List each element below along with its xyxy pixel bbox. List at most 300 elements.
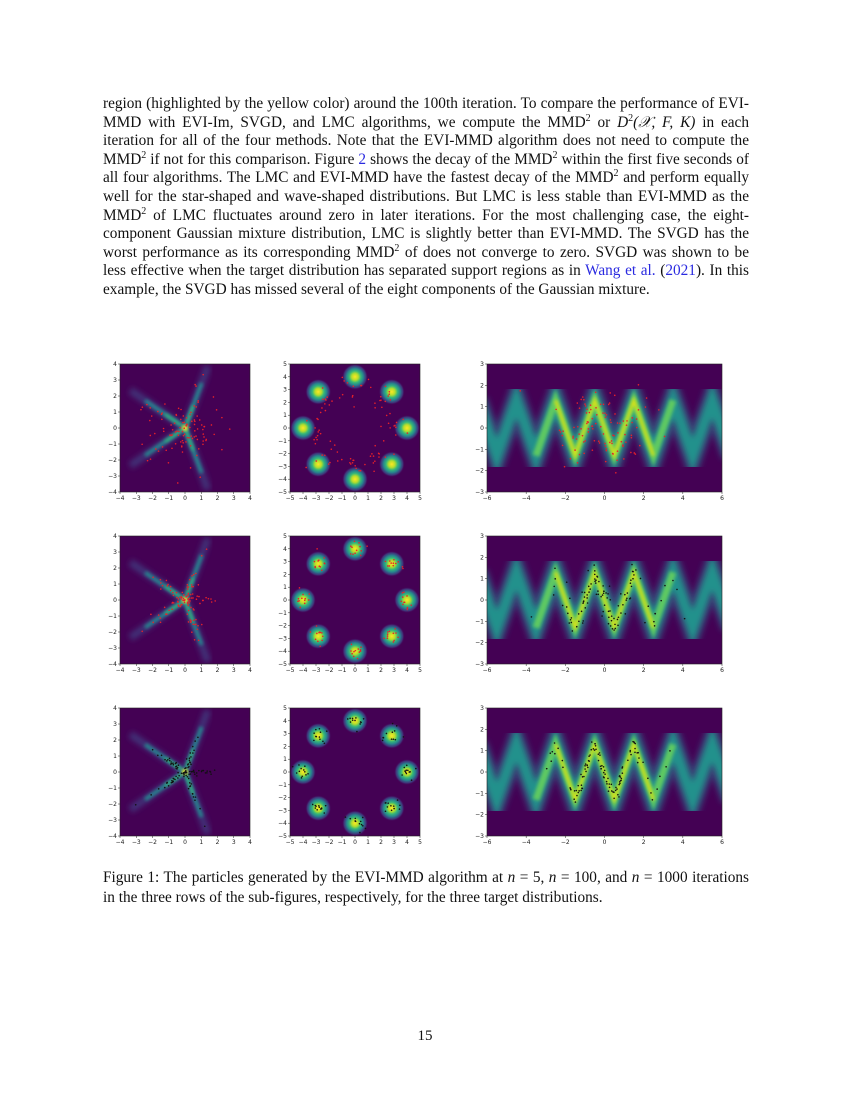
x-tick-label: −4 — [298, 495, 308, 502]
particle — [594, 580, 596, 582]
particle — [189, 757, 191, 759]
particle — [194, 624, 196, 626]
particle — [554, 578, 556, 580]
particle — [611, 440, 613, 442]
particle — [622, 772, 624, 774]
particle — [170, 763, 172, 765]
particle — [389, 560, 391, 562]
x-tick-label: 4 — [680, 839, 685, 846]
particle — [672, 580, 674, 582]
particle — [187, 763, 189, 765]
y-tick-label: 4 — [283, 373, 287, 381]
y-tick-label: 0 — [283, 769, 287, 776]
particle — [577, 785, 579, 787]
particle — [308, 599, 310, 601]
particle — [329, 462, 331, 464]
particle — [182, 442, 184, 444]
particle — [183, 427, 185, 429]
particle — [365, 828, 367, 830]
x-tick-label: 4 — [405, 495, 409, 502]
particle — [187, 588, 189, 590]
text-segment: Figure 1: The particles generated by the EVI-MMD algorithm at — [103, 869, 508, 886]
y-tick-label: −3 — [475, 661, 484, 668]
particle — [205, 772, 207, 774]
particle — [615, 790, 617, 792]
particle — [189, 771, 191, 773]
particle — [302, 594, 304, 596]
particle — [620, 780, 622, 782]
particle — [181, 773, 183, 775]
particle — [603, 772, 605, 774]
particle — [395, 632, 397, 634]
particle — [605, 416, 607, 418]
particle — [170, 586, 172, 588]
citation-link[interactable]: 2021 — [665, 262, 696, 280]
particle — [202, 444, 204, 446]
particle — [578, 790, 580, 792]
particle — [619, 775, 621, 777]
y-tick-label: −5 — [278, 661, 287, 668]
page-number: 15 — [417, 1028, 433, 1044]
particle — [331, 400, 333, 402]
particle — [353, 656, 355, 658]
x-tick-label: −4 — [521, 495, 531, 502]
particle — [562, 760, 564, 762]
particle — [214, 769, 216, 771]
particle — [183, 776, 185, 778]
particle — [595, 423, 597, 425]
particle — [172, 781, 174, 783]
particle — [546, 768, 548, 770]
particle — [590, 749, 592, 751]
particle — [578, 620, 580, 622]
x-tick-label: 3 — [231, 667, 236, 674]
particle — [389, 427, 391, 429]
particle — [402, 596, 404, 598]
x-tick-label: −4 — [115, 839, 125, 846]
y-tick-label: −2 — [475, 467, 484, 475]
particle — [590, 409, 592, 411]
particle — [324, 398, 326, 400]
particle — [350, 721, 352, 723]
particle — [352, 462, 354, 464]
particle — [407, 607, 409, 609]
particle — [554, 753, 556, 755]
particle — [321, 570, 323, 572]
particle — [301, 597, 303, 599]
particle — [631, 586, 633, 588]
particle — [374, 407, 376, 409]
particle — [194, 424, 196, 426]
particle — [198, 448, 200, 450]
particle — [202, 440, 204, 442]
particle — [654, 625, 656, 627]
particle — [188, 621, 190, 623]
particle — [202, 429, 204, 431]
particle — [393, 453, 395, 455]
particle — [360, 821, 362, 823]
particle — [163, 428, 165, 430]
particle — [190, 594, 192, 596]
particle — [584, 403, 586, 405]
particle — [604, 443, 606, 445]
y-tick-label: 1 — [283, 412, 287, 420]
particle — [310, 631, 312, 633]
x-tick-label: 0 — [602, 495, 607, 502]
x-tick-label: −1 — [337, 839, 347, 846]
particle — [402, 604, 404, 606]
particle — [324, 403, 326, 405]
particle — [316, 736, 318, 738]
particle — [187, 776, 189, 778]
particle — [579, 407, 581, 409]
particle — [615, 787, 617, 789]
particle — [598, 753, 600, 755]
particle — [182, 431, 184, 433]
particle — [319, 736, 321, 738]
text-segment: region (highlighted by the yellow color) around the 100th iteration. To compare the performance of EVI-MMD with EVI-Im, SVGD, and LMC algorithms, we compute the MMD — [103, 95, 749, 131]
particle — [177, 772, 179, 774]
particle — [178, 605, 180, 607]
particle — [187, 613, 189, 615]
y-tick-label: −4 — [108, 833, 117, 840]
particle — [415, 768, 417, 770]
particle — [576, 790, 578, 792]
subplot-gaussian-mixture-8-row2 — [278, 533, 422, 674]
particle — [182, 440, 184, 442]
particle — [197, 428, 199, 430]
particle — [391, 738, 393, 740]
particle — [337, 451, 339, 453]
particle — [570, 619, 572, 621]
particle — [354, 720, 356, 722]
x-tick-label: −2 — [324, 839, 334, 846]
citation-link[interactable]: 2 — [358, 150, 367, 168]
particle — [196, 595, 198, 597]
citation-link[interactable]: Wang et al. — [585, 262, 656, 280]
particle — [569, 787, 571, 789]
particle — [317, 560, 319, 562]
particle — [187, 605, 189, 607]
particle — [320, 632, 322, 634]
particle — [171, 434, 173, 436]
particle — [580, 774, 582, 776]
x-tick-label: 2 — [215, 495, 220, 502]
y-tick-label: 2 — [283, 571, 287, 579]
particle — [190, 756, 192, 758]
particle — [664, 585, 666, 587]
y-tick-label: −1 — [278, 609, 287, 617]
particle — [185, 775, 187, 777]
particle — [319, 728, 321, 730]
particle — [350, 545, 352, 547]
particle — [402, 419, 404, 421]
particle — [382, 737, 384, 739]
text-segment: shows the decay of the MMD — [366, 150, 553, 168]
particle — [183, 594, 185, 596]
particle — [191, 597, 193, 599]
particle — [562, 435, 564, 437]
particle — [164, 787, 166, 789]
particle — [583, 776, 585, 778]
particle — [221, 417, 223, 419]
particle — [553, 586, 555, 588]
y-tick-label: −1 — [108, 441, 117, 448]
particle — [305, 467, 307, 469]
x-tick-label: 1 — [199, 839, 204, 846]
particle — [197, 439, 199, 441]
particle — [601, 615, 603, 617]
particle — [582, 788, 584, 790]
y-tick-label: −3 — [278, 807, 287, 815]
particle — [600, 403, 602, 405]
particle — [618, 796, 620, 798]
particle — [584, 596, 586, 598]
particle — [190, 764, 192, 766]
particle — [195, 406, 197, 408]
x-tick-label: 0 — [353, 667, 357, 674]
particle — [193, 609, 195, 611]
text-segment: n — [631, 869, 640, 886]
particle — [180, 598, 182, 600]
y-tick-label: −4 — [108, 489, 117, 496]
particle — [303, 769, 305, 771]
particle — [564, 466, 566, 468]
particle — [304, 771, 306, 773]
particle — [173, 764, 175, 766]
particle — [582, 435, 584, 437]
x-tick-label: 2 — [379, 667, 383, 674]
particle — [162, 446, 164, 448]
particle — [354, 540, 356, 542]
particle — [607, 778, 609, 780]
particle — [607, 593, 609, 595]
particle — [638, 409, 640, 411]
particle — [190, 467, 192, 469]
particle — [342, 377, 344, 379]
particle — [595, 407, 597, 409]
particle — [181, 446, 183, 448]
particle — [190, 621, 192, 623]
particle — [603, 592, 605, 594]
particle — [296, 772, 298, 774]
particle — [567, 613, 569, 615]
particle — [187, 767, 189, 769]
particle — [360, 470, 362, 472]
particle — [393, 641, 395, 643]
particle — [183, 415, 185, 417]
particle — [631, 422, 633, 424]
particle — [171, 608, 173, 610]
particle — [170, 424, 172, 426]
particle — [594, 440, 596, 442]
x-tick-label: −6 — [482, 839, 492, 846]
particle — [574, 790, 576, 792]
particle — [165, 450, 167, 452]
particle — [605, 461, 607, 463]
particle — [190, 785, 192, 787]
particle — [152, 576, 154, 578]
particle — [397, 636, 399, 638]
particle — [403, 767, 405, 769]
x-tick-label: −2 — [560, 495, 570, 502]
y-tick-label: −2 — [108, 801, 117, 808]
particle — [559, 430, 561, 432]
particle — [562, 766, 564, 768]
particle — [387, 806, 389, 808]
particle — [175, 766, 177, 768]
particle — [562, 430, 564, 432]
particle — [618, 605, 620, 607]
particle — [315, 437, 317, 439]
particle — [387, 631, 389, 633]
particle — [644, 622, 646, 624]
particle — [580, 790, 582, 792]
particle — [581, 591, 583, 593]
particle — [214, 600, 216, 602]
particle — [360, 646, 362, 648]
particle — [321, 640, 323, 642]
subplot-gaussian-mixture-8-row1 — [278, 361, 422, 502]
particle — [155, 448, 157, 450]
particle — [676, 589, 678, 591]
particle — [585, 405, 587, 407]
particle — [636, 427, 638, 429]
x-tick-label: 5 — [418, 839, 422, 846]
particle — [394, 425, 396, 427]
particle — [614, 395, 616, 397]
particle — [300, 768, 302, 770]
particle — [189, 579, 191, 581]
particle — [635, 569, 637, 571]
particle — [193, 574, 195, 576]
particle — [178, 434, 180, 436]
particle — [577, 792, 579, 794]
text-segment: in each iteration for all of the four methods. Note that the EVI-MMD algorithm does not need to compute the MMD — [103, 113, 749, 168]
particle — [616, 788, 618, 790]
particle — [632, 578, 634, 580]
y-tick-label: 1 — [480, 403, 484, 411]
particle — [185, 441, 187, 443]
particle — [194, 740, 196, 742]
particle — [612, 791, 614, 793]
particle — [305, 774, 307, 776]
particle — [188, 778, 190, 780]
particle — [205, 439, 207, 441]
particle — [206, 772, 208, 774]
particle — [175, 443, 177, 445]
particle — [150, 794, 152, 796]
particle — [583, 399, 585, 401]
particle — [584, 765, 586, 767]
particle — [357, 658, 359, 660]
x-tick-label: −5 — [285, 839, 295, 846]
particle — [194, 430, 196, 432]
particle — [402, 566, 404, 568]
particle — [370, 387, 372, 389]
particle — [193, 796, 195, 798]
text-segment: of LMC fluctuates around zero in later iterations. For the most challenging case, the eight-component Gaussian mixture distribution, LMC is slightly better than EVI-MMD. The SVGD has the worst performance as its corresponding MMD — [103, 206, 749, 261]
particle — [359, 651, 361, 653]
particle — [180, 409, 182, 411]
x-tick-label: −3 — [131, 839, 141, 846]
particle — [195, 619, 197, 621]
particle — [179, 427, 181, 429]
particle — [583, 453, 585, 455]
y-tick-label: 1 — [283, 584, 287, 592]
particle — [187, 437, 189, 439]
particle — [393, 640, 395, 642]
particle — [184, 422, 186, 424]
particle — [355, 821, 357, 823]
particle — [586, 423, 588, 425]
particle — [350, 553, 352, 555]
particle — [611, 620, 613, 622]
particle — [585, 763, 587, 765]
particle — [617, 450, 619, 452]
particle — [582, 620, 584, 622]
particle — [592, 418, 594, 420]
particle — [319, 645, 321, 647]
particle — [190, 607, 192, 609]
text-segment: = 5, — [515, 869, 549, 886]
y-tick-label: −2 — [108, 457, 117, 464]
particle — [206, 770, 208, 772]
particle — [187, 603, 189, 605]
particle — [189, 414, 191, 416]
particle — [599, 442, 601, 444]
particle — [203, 426, 205, 428]
particle — [157, 411, 159, 413]
particle — [654, 613, 656, 615]
particle — [192, 793, 194, 795]
particle — [198, 596, 200, 598]
particle — [316, 548, 318, 550]
particle — [193, 405, 195, 407]
particle — [373, 455, 375, 457]
particle — [172, 762, 174, 764]
particle — [196, 415, 198, 417]
particle — [188, 598, 190, 600]
particle — [597, 594, 599, 596]
particle — [317, 419, 319, 421]
particle — [210, 598, 212, 600]
particle — [669, 750, 671, 752]
particle — [406, 595, 408, 597]
particle — [316, 439, 318, 441]
particle — [631, 417, 633, 419]
particle — [352, 718, 354, 720]
x-tick-label: 0 — [183, 495, 187, 502]
particle — [158, 614, 160, 616]
particle — [608, 611, 610, 613]
particle — [351, 644, 353, 646]
particle — [393, 808, 395, 810]
particle — [580, 428, 582, 430]
particle — [390, 805, 392, 807]
particle — [323, 557, 325, 559]
particle — [381, 406, 383, 408]
particle — [637, 762, 639, 764]
y-tick-label: 3 — [480, 361, 484, 368]
y-tick-label: 0 — [480, 425, 484, 432]
particle — [408, 771, 410, 773]
particle — [575, 801, 577, 803]
particle — [186, 595, 188, 597]
particle — [320, 731, 322, 733]
y-tick-label: 4 — [113, 361, 117, 368]
particle — [605, 450, 607, 452]
